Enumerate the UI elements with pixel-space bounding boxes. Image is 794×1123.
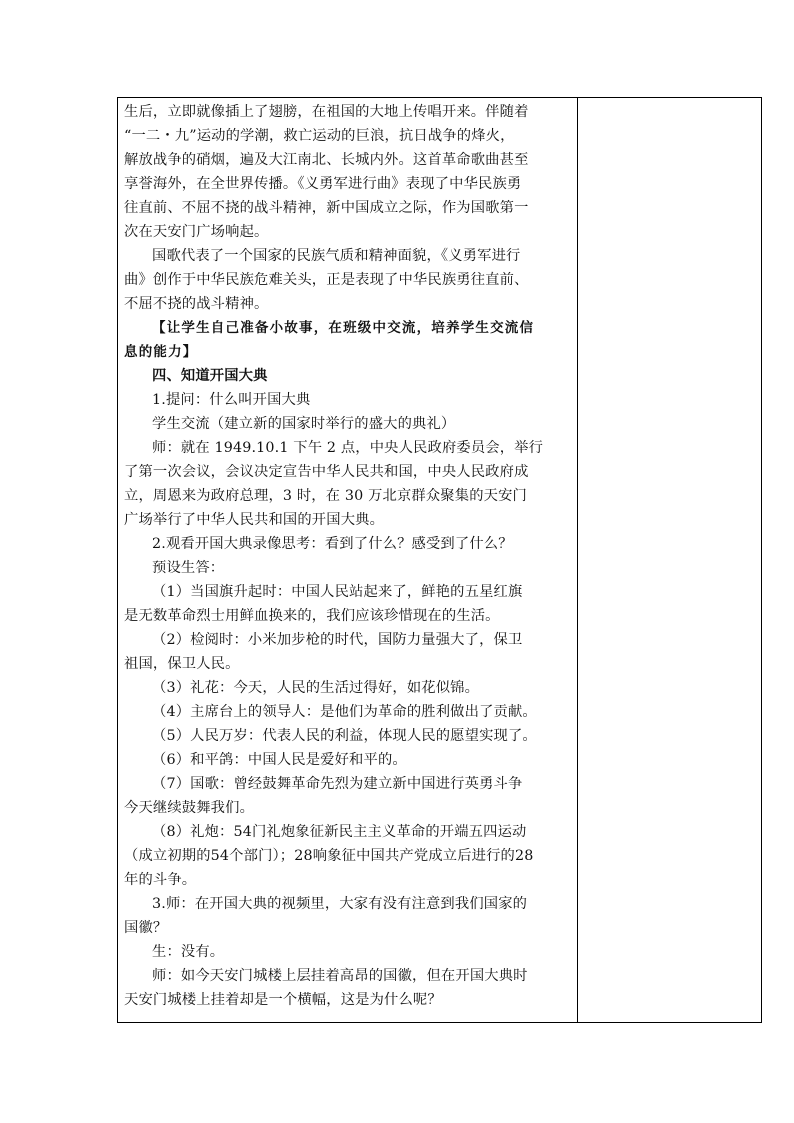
text-line: 了第一次会议，会议决定宣告中华人民共和国，中央人民政府成 <box>124 464 529 480</box>
text-line: 享誉海外，在全世界传播。《义勇军进行曲》表现了中华民族勇 <box>124 176 522 192</box>
lesson-table <box>117 97 762 1023</box>
text-line: 次在天安门广场响起。 <box>124 224 269 240</box>
text-line: 广场举行了中华人民共和国的开国大典。 <box>124 512 385 528</box>
text-line: 1.提问：什么叫开国大典 <box>152 392 311 408</box>
text-line: 生后，立即就像插上了翅膀，在祖国的大地上传唱开来。伴随着 <box>124 104 529 120</box>
text-line: 学生交流（建立新的国家时举行的盛大的典礼） <box>152 416 456 432</box>
text-line: （3）礼花：今天，人民的生活过得好，如花似锦。 <box>152 680 480 696</box>
text-line: 国歌代表了一个国家的民族气质和精神面貌，《义勇军进行 <box>152 248 521 264</box>
text-line: （1）当国旗升起时：中国人民站起来了，鲜艳的五星红旗 <box>152 584 523 600</box>
teaching-note: 【让学生自己准备小故事，在班级中交流，培养学生交流信 <box>152 320 535 336</box>
text-line: 师：就在 1949.10.1 下午 2 点，中央人民政府委员会，举行 <box>152 440 544 456</box>
text-line: 往直前、不屈不挠的战斗精神，新中国成立之际，作为国歌第一 <box>124 200 529 216</box>
text-line: （2）检阅时：小米加步枪的时代，国防力量强大了，保卫 <box>152 632 523 648</box>
text-line: 祖国，保卫人民。 <box>124 656 240 672</box>
text-line: 是无数革命烈士用鲜血换来的，我们应该珍惜现在的生活。 <box>124 608 500 624</box>
text-line: 国徽？ <box>124 920 168 936</box>
text-line: （4）主席台上的领导人：是他们为革命的胜利做出了贡献。 <box>152 704 537 720</box>
text-line: （7）国歌：曾经鼓舞革命先烈为建立新中国进行英勇斗争 <box>152 776 523 792</box>
text-line: 天安门城楼上挂着却是一个横幅，这是为什么呢？ <box>124 992 442 1008</box>
notes-cell <box>578 98 761 1022</box>
text-line: （5）人民万岁：代表人民的利益，体现人民的愿望实现了。 <box>152 728 537 744</box>
text-line: 曲》创作于中华民族危难关头，正是表现了中华民族勇往直前、 <box>124 272 529 288</box>
text-line: （8）礼炮：54门礼炮象征新民主主义革命的开端五四运动 <box>152 824 527 840</box>
text-line: “一二・九”运动的学潮，救亡运动的巨浪，抗日战争的烽火， <box>124 128 515 144</box>
text-line: 2.观看开国大典录像思考：看到了什么？感受到了什么？ <box>152 536 513 552</box>
text-line: 解放战争的硝烟，遍及大江南北、长城内外。这首革命歌曲甚至 <box>124 152 529 168</box>
section-heading: 四、知道开国大典 <box>152 368 268 384</box>
text-line: 今天继续鼓舞我们。 <box>124 800 255 816</box>
content-cell <box>118 98 578 1022</box>
text-line: 不屈不挠的战斗精神。 <box>124 296 269 312</box>
text-line: 师：如今天安门城楼上层挂着高昂的国徽，但在开国大典时 <box>152 968 528 984</box>
text-line: 预设生答： <box>152 560 225 576</box>
text-line: （6）和平鸽：中国人民是爱好和平的。 <box>152 752 407 768</box>
text-line: 3.师：在开国大典的视频里，大家有没有注意到我们国家的 <box>152 896 528 912</box>
text-line: （成立初期的54个部门）；28响象征中国共产党成立后进行的28 <box>124 848 534 864</box>
teaching-note: 息的能力】 <box>124 344 198 360</box>
text-line: 生：没有。 <box>152 944 225 960</box>
text-line: 年的斗争。 <box>124 872 197 888</box>
text-line: 立，周恩来为政府总理，3 时，在 30 万北京群众聚集的天安门 <box>124 488 527 504</box>
